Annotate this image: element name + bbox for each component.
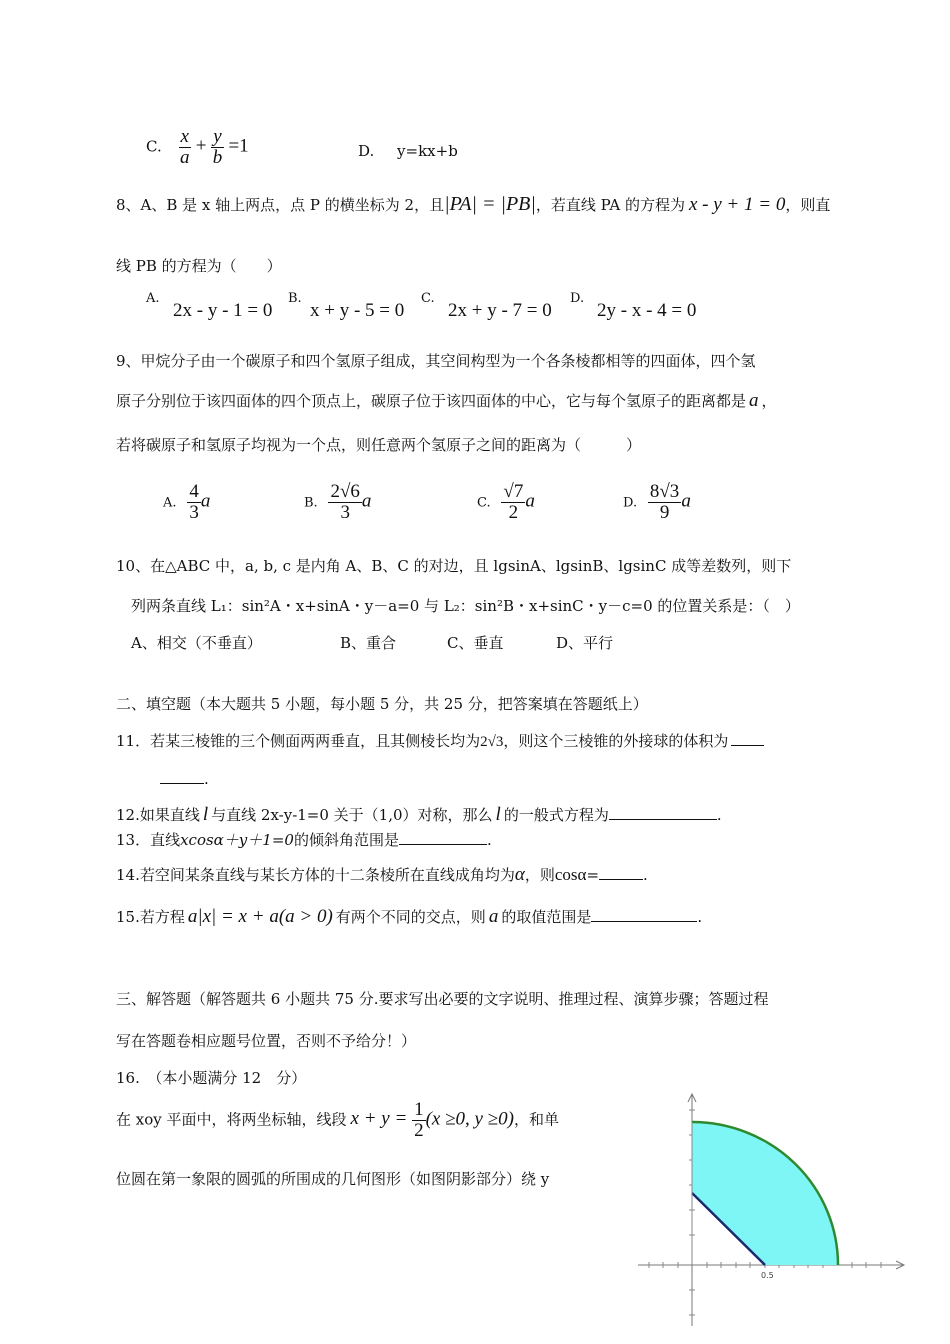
shaded-region bbox=[692, 1122, 838, 1265]
option-fraction bbox=[328, 482, 361, 523]
q11-text-post: ，则这个三棱锥的外接球的体积为 bbox=[503, 732, 729, 750]
q9-option-c bbox=[477, 482, 535, 523]
q8-option-d-formula: 2y - x - 4 = 0 bbox=[597, 300, 697, 321]
var-a: a bbox=[361, 490, 372, 512]
q8-line1 bbox=[116, 193, 830, 216]
numerator: √7 bbox=[503, 481, 524, 502]
q9-line1: 9、甲烷分子由一个碳原子和四个氢原子组成，其空间构型为一个各条棱都相等的四面体，四个氢 bbox=[116, 352, 756, 370]
numerator: y bbox=[213, 126, 222, 147]
q14-line: 14.若空间某条直线与某长方体的十二条棱所在直线成角均为α，则cosα= . bbox=[116, 864, 648, 885]
option-text: y=kx+b bbox=[397, 142, 458, 160]
var-a: a bbox=[681, 490, 691, 512]
numerator: 1 bbox=[414, 1099, 424, 1120]
option-label: C. bbox=[477, 495, 491, 511]
q11-line bbox=[116, 730, 764, 751]
option-fraction bbox=[648, 482, 681, 523]
numerator: 2√6 bbox=[330, 481, 360, 502]
answer-blank[interactable] bbox=[399, 843, 487, 845]
denominator: 9 bbox=[659, 501, 670, 523]
q10-option-c: C、垂直 bbox=[447, 634, 504, 652]
q12-line: 12.如果直线 l 与直线 2x-y-1=0 关于（1,0）对称，那么 l 的一般式方程为 . bbox=[116, 804, 722, 825]
q8-option-c-label: C. bbox=[421, 291, 435, 306]
denominator: 2 bbox=[414, 1119, 424, 1141]
q15-equation: a|x| = x + a(a > 0) bbox=[187, 906, 333, 927]
q9-option-b bbox=[304, 482, 371, 523]
q13-text-post: 的倾斜角范围是 bbox=[293, 831, 399, 849]
q11-blank-line2[interactable]: . bbox=[160, 770, 209, 788]
var-a: a bbox=[749, 390, 759, 411]
q7-option-c bbox=[146, 127, 249, 168]
denominator: b bbox=[212, 146, 223, 168]
quarter-circle-figure bbox=[630, 1090, 910, 1330]
var-a: a bbox=[488, 906, 499, 927]
fraction-one-half bbox=[412, 1100, 426, 1141]
option-label: C. bbox=[146, 137, 162, 156]
q9-line2 bbox=[116, 390, 777, 412]
q12-text-post: 的一般式方程为 bbox=[503, 806, 609, 824]
q9-option-d bbox=[623, 482, 691, 523]
q8-option-a-formula: 2x - y - 1 = 0 bbox=[173, 300, 273, 321]
q16-text-post: ，和单 bbox=[513, 1110, 559, 1129]
q10-line1: 10、在△ABC 中，a, b, c 是内角 A、B、C 的对边，且 lgsinA、lgsinB、lgsinC 成等差数列，则下 bbox=[116, 557, 792, 575]
q16-heading: 16. （本小题满分 12 分） bbox=[116, 1069, 307, 1087]
q13-expression: xcosα＋y＋1=0 bbox=[180, 831, 294, 849]
q10-option-b: B、重合 bbox=[340, 634, 397, 652]
q9-comma: ， bbox=[761, 392, 777, 410]
q16-text: 在 xoy 平面中，将两坐标轴，线段 bbox=[116, 1110, 347, 1129]
denominator: 3 bbox=[340, 501, 350, 523]
q11-value: 2√3 bbox=[480, 734, 504, 750]
q9-line3: 若将碳原子和氢原子均视为一个点，则任意两个氢原子之间的距离为（ ） bbox=[116, 436, 642, 454]
q10-line2: 列两条直线 L₁：sin²A・x+sinA・y－a=0 与 L₂：sin²B・x+sinC・y－c=0 的位置关系是：（ ） bbox=[131, 597, 800, 615]
var-l: l bbox=[495, 804, 501, 825]
option-label: D. bbox=[358, 142, 375, 160]
q13-text: 13．直线 bbox=[116, 831, 181, 849]
answer-blank[interactable] bbox=[609, 818, 717, 820]
answer-blank[interactable] bbox=[731, 744, 764, 746]
numerator: 8√3 bbox=[649, 481, 680, 502]
q16-line1 bbox=[116, 1100, 559, 1141]
q15-text-mid: 有两个不同的交点，则 bbox=[335, 908, 486, 926]
q13-line: 13．直线xcosα＋y＋1=0的倾斜角范围是 . bbox=[116, 831, 492, 849]
var-a: a bbox=[200, 490, 211, 512]
section3-title-line2: 写在答题卷相应题号位置，否则不予给分！） bbox=[116, 1032, 417, 1050]
fraction-y-over-b bbox=[211, 127, 223, 168]
denominator: a bbox=[179, 146, 190, 168]
q14-text: 14.若空间某条直线与某长方体的十二条棱所在直线成角均为 bbox=[116, 866, 515, 884]
q12-text-mid: 与直线 2x-y-1=0 关于（1,0）对称，那么 bbox=[211, 806, 493, 824]
q15-text-post: 的取值范围是 bbox=[501, 908, 592, 926]
numerator: x bbox=[180, 126, 189, 147]
q8-text-mid: ，若直线 PA 的方程为 bbox=[535, 196, 685, 214]
q15-text: 15.若方程 bbox=[116, 908, 185, 926]
tick-label-0-5: 0.5 bbox=[761, 1271, 774, 1280]
q9-text: 原子分别位于该四面体的四个顶点上，碳原子位于该四面体的中心，它与每个氢原子的距离都是 bbox=[116, 392, 747, 410]
denominator: 3 bbox=[189, 501, 199, 523]
q14-equals: = bbox=[586, 866, 600, 884]
answer-blank[interactable] bbox=[591, 920, 697, 922]
var-a: a bbox=[525, 490, 535, 512]
option-label: B. bbox=[304, 495, 318, 511]
q8-text-post: ，则直 bbox=[785, 196, 831, 214]
q8-text: 8、A、B 是 x 轴上两点，点 P 的横坐标为 2，且 bbox=[116, 196, 445, 214]
q8-line2: 线 PB 的方程为（ ） bbox=[116, 257, 282, 275]
option-fraction bbox=[187, 482, 201, 523]
equals-one: =1 bbox=[228, 135, 249, 157]
numerator: 4 bbox=[189, 481, 199, 502]
q8-option-b-label: B. bbox=[288, 291, 302, 306]
option-label: D. bbox=[623, 495, 638, 511]
q8-option-b-formula: x + y - 5 = 0 bbox=[310, 300, 405, 321]
alpha-symbol: α bbox=[514, 864, 525, 885]
section3-title-line1: 三、解答题（解答题共 6 小题共 75 分.要求写出必要的文字说明、推理过程、演算步骤；答题过程 bbox=[116, 990, 769, 1008]
q8-option-d-label: D. bbox=[570, 291, 585, 306]
pa-equation: x - y + 1 = 0 bbox=[688, 194, 786, 215]
option-fraction bbox=[501, 482, 525, 523]
section2-title: 二、填空题（本大题共 5 小题，每小题 5 分，共 25 分，把答案填在答题纸上） bbox=[116, 695, 648, 713]
formula-domain: (x ≥0, y ≥0) bbox=[425, 1108, 514, 1130]
denominator: 2 bbox=[508, 501, 519, 523]
q8-option-a-label: A. bbox=[146, 291, 160, 306]
fraction-x-over-a bbox=[179, 127, 191, 168]
cos-alpha: cosα bbox=[554, 865, 587, 884]
formula-left: x + y = bbox=[350, 1108, 408, 1130]
q16-line2: 位圆在第一象限的圆弧的所围成的几何图形（如图阴影部分）绕 y bbox=[116, 1170, 550, 1188]
option-label: A. bbox=[163, 495, 177, 511]
q10-option-a: A、相交（不垂直） bbox=[131, 634, 262, 652]
answer-blank[interactable] bbox=[599, 878, 643, 880]
q8-option-c-formula: 2x + y - 7 = 0 bbox=[448, 300, 552, 321]
q14-text-mid: ，则 bbox=[524, 866, 555, 884]
q12-text: 12.如果直线 bbox=[116, 806, 200, 824]
q9-option-a bbox=[163, 482, 210, 523]
q10-option-d: D、平行 bbox=[556, 634, 614, 652]
q11-text: 11．若某三棱锥的三个侧面两两垂直，且其侧棱长均为 bbox=[116, 732, 481, 750]
plus-sign: + bbox=[195, 135, 207, 157]
q7-option-d bbox=[358, 142, 458, 160]
var-l: l bbox=[202, 804, 209, 825]
q15-line: 15.若方程 a|x| = x + a(a > 0) 有两个不同的交点，则 a 的取值范围是 . bbox=[116, 906, 703, 927]
abs-equation: |PA| = |PB| bbox=[444, 193, 536, 215]
